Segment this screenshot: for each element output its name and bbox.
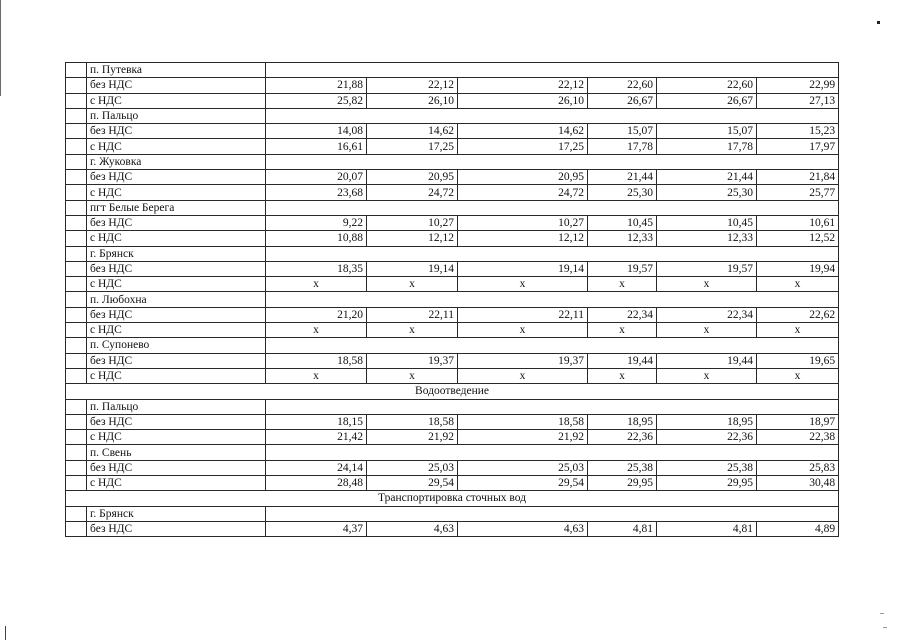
vat-label: без НДС	[87, 215, 266, 230]
tariff-value: 22,60	[657, 78, 757, 93]
tariff-value: x	[266, 368, 367, 383]
tariff-value: 21,44	[657, 170, 757, 185]
location-span-cell	[266, 154, 839, 169]
location-span-cell	[266, 63, 839, 78]
vat-label: с НДС	[87, 93, 266, 108]
tariff-value: 14,62	[458, 124, 588, 139]
table-row	[66, 476, 839, 491]
tariff-value: 10,27	[458, 215, 588, 230]
vat-label: без НДС	[87, 353, 266, 368]
tariff-value: 12,12	[458, 231, 588, 246]
location-row	[66, 154, 839, 169]
index-cell	[66, 78, 87, 93]
location-row	[66, 200, 839, 215]
section-title: Транспортировка сточных вод	[66, 491, 839, 506]
tariff-value: x	[266, 277, 367, 292]
index-cell	[66, 277, 87, 292]
vat-label: с НДС	[87, 368, 266, 383]
tariff-value: 19,65	[757, 353, 839, 368]
index-cell	[66, 460, 87, 475]
tariff-value: 19,94	[757, 261, 839, 276]
vat-label: без НДС	[87, 124, 266, 139]
location-span-cell	[266, 246, 839, 261]
tariff-value: 24,14	[266, 460, 367, 475]
index-cell	[66, 215, 87, 230]
tariff-value: 20,95	[367, 170, 458, 185]
tariff-value: 18,97	[757, 414, 839, 429]
table-row	[66, 323, 839, 338]
scan-dot	[877, 21, 880, 24]
location-name: г. Брянск	[87, 506, 266, 521]
tariff-value: 15,23	[757, 124, 839, 139]
location-row	[66, 63, 839, 78]
tariff-value: 25,83	[757, 460, 839, 475]
tariff-value: 19,44	[657, 353, 757, 368]
tariff-value: 19,37	[458, 353, 588, 368]
tariff-value: 26,67	[588, 93, 657, 108]
tariff-value: 25,77	[757, 185, 839, 200]
tariff-value: 18,95	[588, 414, 657, 429]
tariff-value: 25,82	[266, 93, 367, 108]
tariff-value: 22,11	[458, 307, 588, 322]
tariff-value: 14,62	[367, 124, 458, 139]
tariff-value: x	[367, 277, 458, 292]
tariff-value: 27,13	[757, 93, 839, 108]
table-row	[66, 78, 839, 93]
table-row	[66, 460, 839, 475]
section-title: Водоотведение	[66, 384, 839, 399]
tariff-value: 22,12	[458, 78, 588, 93]
index-cell	[66, 170, 87, 185]
tariff-value: x	[657, 323, 757, 338]
tariff-value: 10,45	[657, 215, 757, 230]
tariff-value: 29,54	[458, 476, 588, 491]
vat-label: без НДС	[87, 78, 266, 93]
tariff-value: 4,37	[266, 521, 367, 536]
tariff-value: 28,48	[266, 476, 367, 491]
tariff-value: 21,92	[367, 430, 458, 445]
tariff-value: 19,14	[367, 261, 458, 276]
tariff-value: x	[588, 323, 657, 338]
tariff-value: 12,52	[757, 231, 839, 246]
tariff-value: 17,78	[588, 139, 657, 154]
tariff-value: 25,30	[657, 185, 757, 200]
tariff-value: x	[757, 323, 839, 338]
tariff-value: 21,42	[266, 430, 367, 445]
vat-label: без НДС	[87, 170, 266, 185]
vat-label: с НДС	[87, 231, 266, 246]
tariff-value: x	[458, 323, 588, 338]
vat-label: с НДС	[87, 277, 266, 292]
index-cell	[66, 246, 87, 261]
vat-label: с НДС	[87, 323, 266, 338]
location-span-cell	[266, 445, 839, 460]
location-row	[66, 506, 839, 521]
tariff-value: 21,92	[458, 430, 588, 445]
tariff-value: 20,95	[458, 170, 588, 185]
table-row	[66, 353, 839, 368]
tariff-value: 23,68	[266, 185, 367, 200]
table-row	[66, 185, 839, 200]
index-cell	[66, 292, 87, 307]
location-row	[66, 399, 839, 414]
tariff-value: 12,33	[657, 231, 757, 246]
table-row	[66, 261, 839, 276]
scan-mark	[5, 626, 6, 640]
table-row	[66, 521, 839, 536]
page-edge-line	[0, 0, 1, 96]
table-row	[66, 414, 839, 429]
table-row	[66, 307, 839, 322]
location-span-cell	[266, 292, 839, 307]
tariff-value: x	[367, 323, 458, 338]
tariff-value: x	[458, 277, 588, 292]
tariff-value: 25,38	[588, 460, 657, 475]
tariff-value: 19,37	[367, 353, 458, 368]
tariff-value: 12,12	[367, 231, 458, 246]
table-row	[66, 93, 839, 108]
vat-label: с НДС	[87, 476, 266, 491]
index-cell	[66, 445, 87, 460]
location-span-cell	[266, 108, 839, 123]
vat-label: без НДС	[87, 261, 266, 276]
location-name: пгт Белые Берега	[87, 200, 266, 215]
tariff-value: 21,88	[266, 78, 367, 93]
tariff-value: 17,78	[657, 139, 757, 154]
tariff-value: 26,10	[458, 93, 588, 108]
index-cell	[66, 108, 87, 123]
tariff-value: x	[657, 368, 757, 383]
index-cell	[66, 154, 87, 169]
location-name: п. Любохна	[87, 292, 266, 307]
tariff-value: 4,63	[367, 521, 458, 536]
index-cell	[66, 200, 87, 215]
location-span-cell	[266, 338, 839, 353]
index-cell	[66, 338, 87, 353]
vat-label: с НДС	[87, 185, 266, 200]
table-row	[66, 170, 839, 185]
scan-speck	[880, 613, 884, 614]
tariff-value: 17,25	[458, 139, 588, 154]
tariff-value: 22,62	[757, 307, 839, 322]
tariff-value: 18,35	[266, 261, 367, 276]
location-name: г. Жуковка	[87, 154, 266, 169]
tariff-value: 10,45	[588, 215, 657, 230]
tariff-value: 10,27	[367, 215, 458, 230]
table-row	[66, 215, 839, 230]
tariff-value: 25,38	[657, 460, 757, 475]
tariff-value: 17,25	[367, 139, 458, 154]
location-name: п. Пальцо	[87, 108, 266, 123]
tariff-value: 30,48	[757, 476, 839, 491]
vat-label: без НДС	[87, 521, 266, 536]
index-cell	[66, 353, 87, 368]
tariff-table	[65, 62, 839, 537]
tariff-value: 9,22	[266, 215, 367, 230]
index-cell	[66, 231, 87, 246]
location-row	[66, 338, 839, 353]
tariff-value: 22,36	[657, 430, 757, 445]
tariff-value: 24,72	[367, 185, 458, 200]
tariff-value: x	[588, 368, 657, 383]
location-name: п. Путевка	[87, 63, 266, 78]
index-cell	[66, 414, 87, 429]
table-row	[66, 124, 839, 139]
tariff-value: 16,61	[266, 139, 367, 154]
index-cell	[66, 368, 87, 383]
location-name: п. Свень	[87, 445, 266, 460]
index-cell	[66, 476, 87, 491]
tariff-value: 18,15	[266, 414, 367, 429]
tariff-value: 22,12	[367, 78, 458, 93]
location-span-cell	[266, 200, 839, 215]
tariff-value: 17,97	[757, 139, 839, 154]
location-span-cell	[266, 506, 839, 521]
tariff-value: 25,03	[458, 460, 588, 475]
tariff-value: 15,07	[657, 124, 757, 139]
tariff-value: 22,34	[657, 307, 757, 322]
index-cell	[66, 323, 87, 338]
tariff-value: 12,33	[588, 231, 657, 246]
location-row	[66, 292, 839, 307]
table-row	[66, 368, 839, 383]
vat-label: без НДС	[87, 460, 266, 475]
tariff-value: 22,99	[757, 78, 839, 93]
tariff-value: 22,38	[757, 430, 839, 445]
index-cell	[66, 261, 87, 276]
index-cell	[66, 124, 87, 139]
vat-label: без НДС	[87, 414, 266, 429]
tariff-value: 18,58	[367, 414, 458, 429]
scan-speck	[883, 627, 887, 628]
tariff-value: 4,89	[757, 521, 839, 536]
table-row	[66, 277, 839, 292]
tariff-value: x	[588, 277, 657, 292]
tariff-value: 22,36	[588, 430, 657, 445]
tariff-value: 4,63	[458, 521, 588, 536]
tariff-value: 21,84	[757, 170, 839, 185]
tariff-value: 25,30	[588, 185, 657, 200]
tariff-value: 14,08	[266, 124, 367, 139]
index-cell	[66, 506, 87, 521]
vat-label: с НДС	[87, 430, 266, 445]
tariff-value: 29,54	[367, 476, 458, 491]
index-cell	[66, 185, 87, 200]
tariff-value: 20,07	[266, 170, 367, 185]
tariff-value: 4,81	[588, 521, 657, 536]
tariff-value: 25,03	[367, 460, 458, 475]
tariff-value: 15,07	[588, 124, 657, 139]
vat-label: без НДС	[87, 307, 266, 322]
tariff-value: 29,95	[657, 476, 757, 491]
section-header-row	[66, 384, 839, 399]
tariff-value: x	[458, 368, 588, 383]
location-name: п. Пальцо	[87, 399, 266, 414]
table-row	[66, 430, 839, 445]
tariff-value: 29,95	[588, 476, 657, 491]
tariff-value: 22,11	[367, 307, 458, 322]
tariff-value: x	[266, 323, 367, 338]
tariff-value: 26,10	[367, 93, 458, 108]
location-row	[66, 108, 839, 123]
tariff-value: 10,88	[266, 231, 367, 246]
tariff-value: 4,81	[657, 521, 757, 536]
tariff-value: 10,61	[757, 215, 839, 230]
index-cell	[66, 430, 87, 445]
tariff-value: 22,60	[588, 78, 657, 93]
tariff-value: x	[757, 277, 839, 292]
tariff-value: x	[367, 368, 458, 383]
tariff-value: 18,58	[458, 414, 588, 429]
tariff-value: 19,57	[588, 261, 657, 276]
table-row	[66, 231, 839, 246]
tariff-value: 21,20	[266, 307, 367, 322]
tariff-value: x	[757, 368, 839, 383]
location-span-cell	[266, 399, 839, 414]
tariff-value: 19,57	[657, 261, 757, 276]
tariff-value: 24,72	[458, 185, 588, 200]
index-cell	[66, 521, 87, 536]
tariff-value: 18,95	[657, 414, 757, 429]
location-name: п. Супонево	[87, 338, 266, 353]
tariff-value: 22,34	[588, 307, 657, 322]
section-header-row	[66, 491, 839, 506]
tariff-value: 26,67	[657, 93, 757, 108]
tariff-value: 19,14	[458, 261, 588, 276]
index-cell	[66, 63, 87, 78]
tariff-value: 18,58	[266, 353, 367, 368]
location-name: г. Брянск	[87, 246, 266, 261]
index-cell	[66, 307, 87, 322]
tariff-value: x	[657, 277, 757, 292]
location-row	[66, 445, 839, 460]
tariff-table-body	[66, 63, 839, 537]
tariff-value: 21,44	[588, 170, 657, 185]
location-row	[66, 246, 839, 261]
index-cell	[66, 139, 87, 154]
index-cell	[66, 399, 87, 414]
vat-label: с НДС	[87, 139, 266, 154]
table-row	[66, 139, 839, 154]
index-cell	[66, 93, 87, 108]
tariff-value: 19,44	[588, 353, 657, 368]
